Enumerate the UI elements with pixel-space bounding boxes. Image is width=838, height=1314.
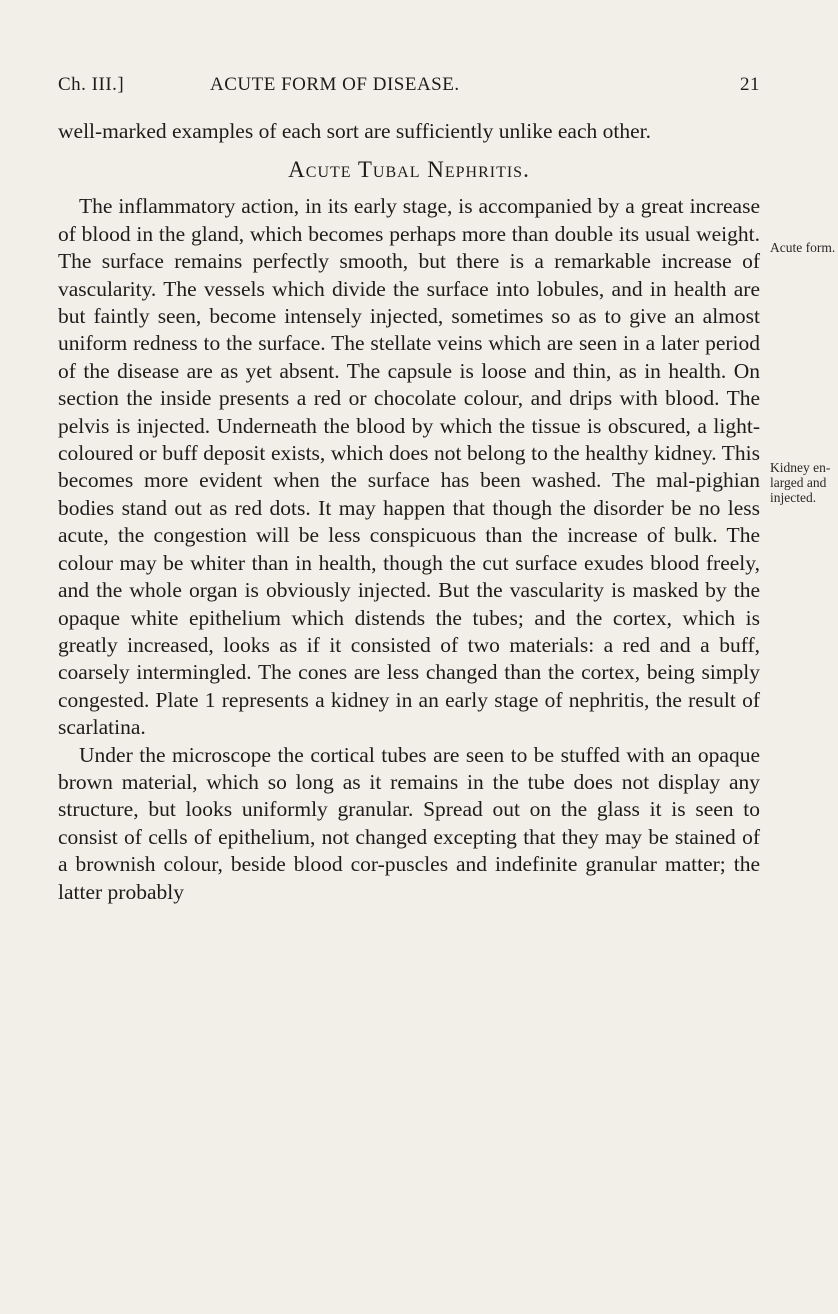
page-number: 21 (740, 74, 760, 95)
running-title: ACUTE FORM OF DISEASE. (210, 74, 460, 95)
paragraph-1: The inflammatory action, in its early stage, is accompanied by a great increase of blood in the gland, which becomes perhaps more than double its usual weight. The surface remains perfectly smooth, but there is a remarkable increase of vascularity. The vessels which divide the surface into lobules, and in health are but faintly seen, become intensely injected, sometimes so as to give an almost uniform redness to the surface. The stellate veins which are seen in a later period of the disease are as yet absent. The capsule is loose and thin, as in health. On section the inside presents a red or chocolate colour, and drips with blood. The pelvis is injected. Underneath the blood by which the tissue is obscured, a light-coloured or buff deposit exists, which does not belong to the healthy kidney. This becomes more evident when the surface has been washed. The mal-pighian bodies stand out as red dots. It may happen that though the disorder be no less acute, the congestion will be less conspicuous than the increase of bulk. The colour may be whiter than in health, though the cut surface exudes blood freely, and the whole organ is obviously injected. But the vascularity is masked by the opaque white epithelium which distends the tubes; and the cortex, which is greatly increased, looks as if it consisted of two materials: a red and a buff, coarsely intermingled. The cones are less changed than the cortex, being simply congested. Plate 1 represents a kidney in an early stage of nephritis, the result of scarlatina. (58, 194, 760, 740)
margin-note-acute-form: Acute form. (770, 240, 836, 255)
running-header (58, 74, 760, 102)
main-text (58, 118, 760, 906)
chapter-label: Ch. III.] (58, 74, 125, 95)
margin-note-kidney-enlarged: Kidney en-larged and injected. (770, 460, 831, 505)
section-heading: Acute Tubal Nephritis. (288, 157, 530, 183)
paragraph-2: Under the microscope the cortical tubes are seen to be stuffed with an opaque brown material, which so long as it remains in the tube does not display any structure, but looks uniformly granular. Spread out on the glass it is seen to consist of cells of epithelium, not changed excepting that they may be stained of a brownish colour, beside blood cor-puscles and indefinite granular matter; the latter probably (58, 742, 760, 904)
opening-paragraph: well-marked examples of each sort are sufficiently unlike each other. (58, 119, 652, 143)
